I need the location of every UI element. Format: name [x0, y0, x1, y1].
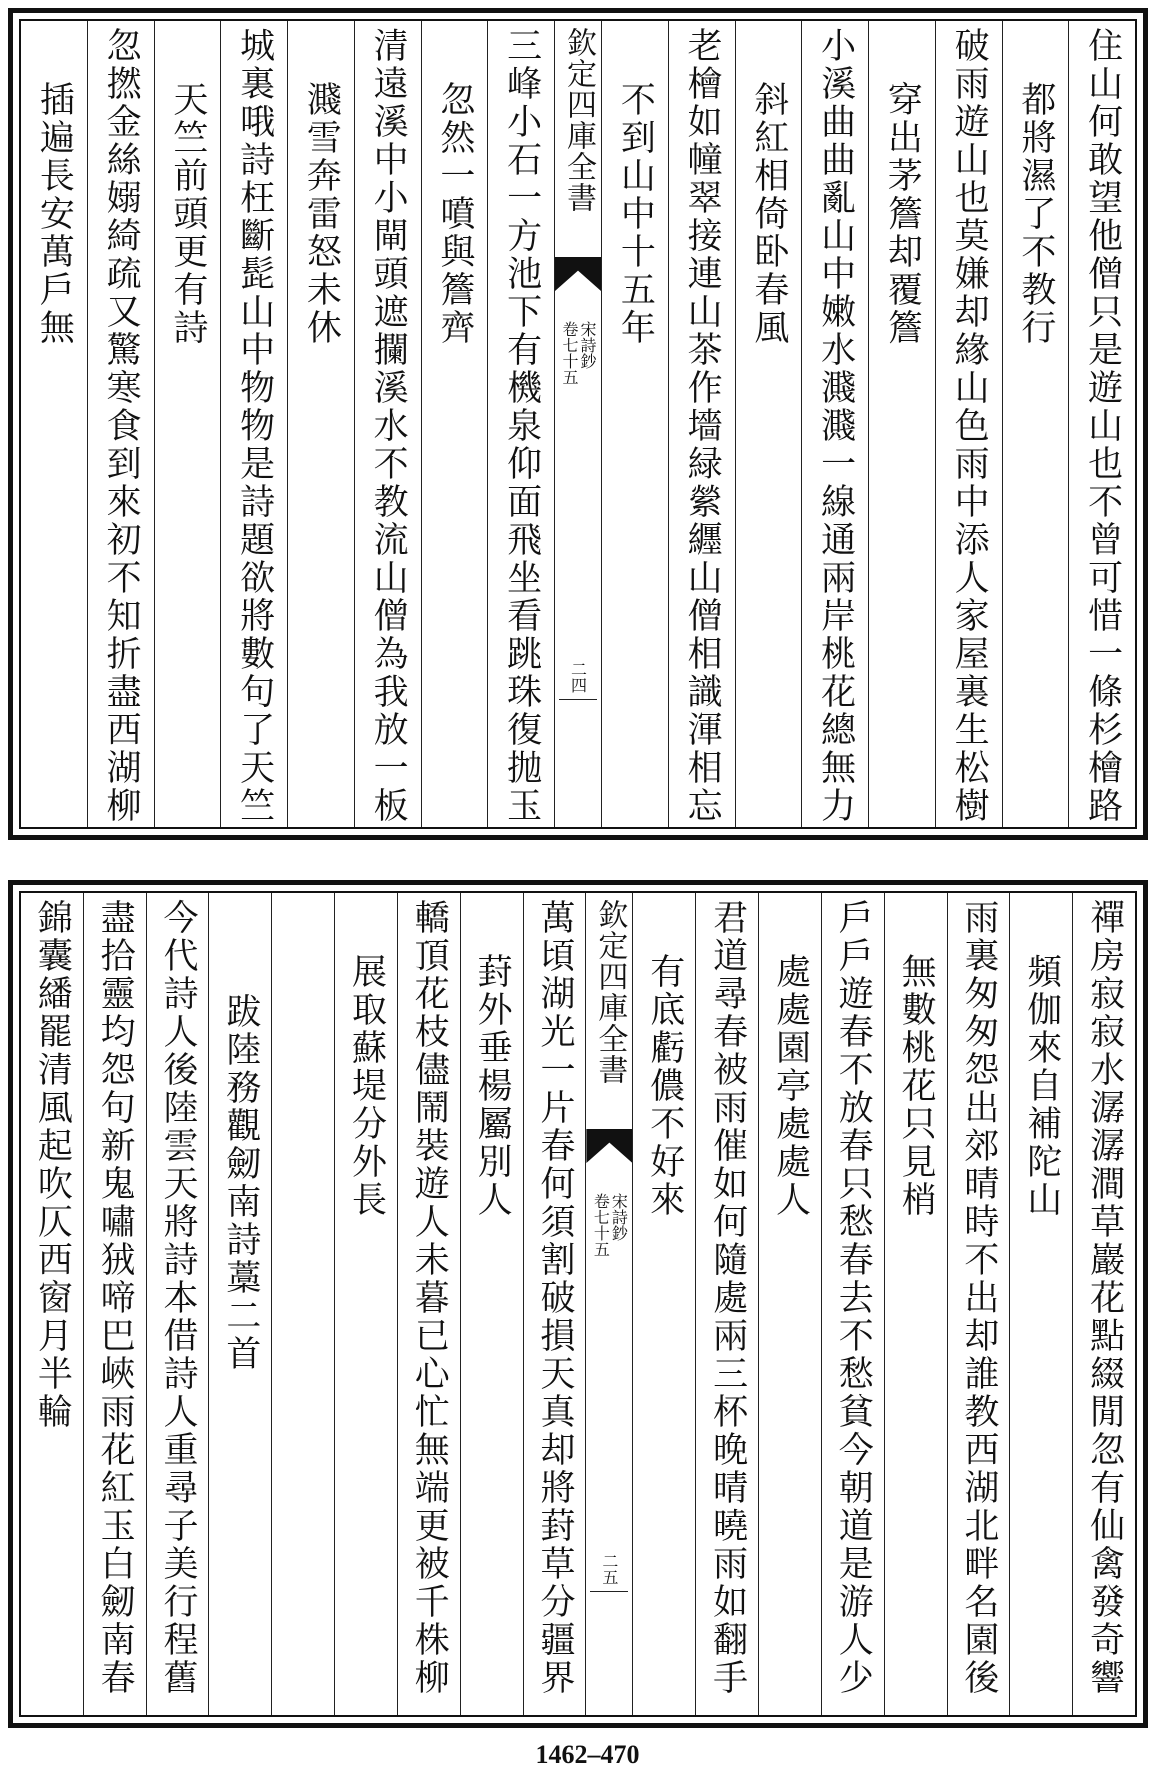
column-text: 斜紅相倚卧春風 — [748, 81, 789, 347]
text-column — [154, 21, 221, 827]
text-column — [21, 21, 87, 827]
text-column — [354, 21, 421, 827]
column-text: 展取蘇堤分外長 — [346, 953, 387, 1219]
text-column — [487, 21, 554, 827]
text-column — [21, 893, 83, 1715]
text-column — [334, 893, 397, 1715]
column-text: 穿出茅簷却覆簷 — [882, 81, 923, 347]
column-text: 插遍長安萬戶無 — [34, 81, 75, 347]
text-column — [935, 21, 1002, 827]
column-text: 頻伽來自補陀山 — [1021, 953, 1062, 1219]
text-column — [421, 21, 488, 827]
text-column — [947, 893, 1010, 1715]
text-column — [601, 21, 668, 827]
text-column — [758, 893, 821, 1715]
center-fold — [554, 21, 601, 827]
center-volume: 卷七十五 — [591, 1193, 611, 1257]
column-text: 盡拾靈均怨句新鬼嘯狨啼巴峽雨花紅玉白劒南春 — [95, 899, 136, 1697]
center-fold — [585, 893, 632, 1715]
text-column — [668, 21, 735, 827]
bottom-page-frame — [19, 891, 1137, 1717]
center-book-title: 宋詩鈔 — [578, 321, 597, 369]
center-page-number: 二四 — [559, 661, 597, 700]
column-text: 葑外垂楊屬別人 — [472, 953, 513, 1219]
center-page-number: 二五 — [590, 1553, 628, 1592]
column-text: 有底虧儂不好來 — [644, 953, 685, 1219]
column-text: 忽然一噴與簷齊 — [434, 81, 475, 347]
text-column — [735, 21, 802, 827]
column-text: 錦囊繙罷清風起吹仄西窗月半輪 — [32, 899, 73, 1431]
text-column — [1009, 893, 1072, 1715]
column-text: 不到山中十五年 — [615, 81, 656, 347]
text-column — [287, 21, 354, 827]
center-subtitle — [555, 321, 601, 385]
column-text: 老檜如幢翠接連山茶作墻緑縈纒山僧相識渾相忘 — [682, 27, 723, 825]
text-column — [1068, 21, 1135, 827]
center-volume: 卷七十五 — [560, 321, 579, 385]
column-text: 戶戶遊春不放春只愁春去不愁貧今朝道是游人少 — [833, 899, 874, 1697]
top-page — [8, 8, 1148, 840]
fishtail-mark — [586, 1129, 632, 1163]
center-title: 欽定四庫全書 — [592, 899, 628, 1085]
text-column — [146, 893, 209, 1715]
fishtail-mark — [555, 257, 601, 291]
text-column — [1072, 893, 1135, 1715]
column-text: 小溪曲曲亂山中嫩水濺濺一線通兩岸桃花總無力 — [815, 27, 856, 825]
text-column — [632, 893, 695, 1715]
column-text: 無數桃花只見梢 — [896, 953, 937, 1219]
column-text: 清遠溪中小閘頭遮攔溪水不教流山僧為我放一板 — [368, 27, 409, 825]
text-column — [83, 893, 146, 1715]
text-column — [801, 21, 868, 827]
column-text: 轎頂花枝儘鬧裝遊人未暮已心忙無端更被千株柳 — [409, 899, 450, 1697]
bottom-page-columns — [21, 893, 1135, 1715]
column-text: 城裏哦詩枉斷髭山中物物是詩題欲將數句了天竺 — [234, 27, 275, 825]
center-title: 欽定四庫全書 — [561, 27, 596, 213]
column-text: 忽撚金絲嫋綺疏又驚寒食到來初不知折盡西湖柳 — [101, 27, 142, 825]
column-text: 三峰小石一方池下有機泉仰面飛坐看跳珠復抛玉 — [501, 27, 542, 825]
center-book-title: 宋詩鈔 — [609, 1193, 629, 1241]
text-column — [271, 893, 334, 1715]
poem-title: 跋陸務觀劒南詩藁二首 — [220, 993, 261, 1373]
center-subtitle — [586, 1193, 632, 1257]
text-column — [523, 893, 586, 1715]
text-column — [220, 21, 287, 827]
text-column — [695, 893, 758, 1715]
text-column — [397, 893, 460, 1715]
bottom-page — [8, 880, 1148, 1728]
text-column — [460, 893, 523, 1715]
column-text: 天竺前頭更有詩 — [167, 81, 208, 347]
text-column — [884, 893, 947, 1715]
column-text: 今代詩人後陸雲天將詩本借詩人重尋子美行程舊 — [157, 899, 198, 1697]
text-column — [868, 21, 935, 827]
column-text: 都將濕了不教行 — [1015, 81, 1056, 347]
column-text: 雨裏匆匆怨出郊晴時不出却誰教西湖北畔名園後 — [958, 899, 999, 1697]
column-text: 禪房寂寂水潺潺澗草巖花點綴閒忽有仙禽發奇響 — [1084, 899, 1125, 1697]
page-number: 1462–470 — [535, 1740, 640, 1769]
column-text: 萬頃湖光一片春何須割破損天真却將葑草分疆界 — [534, 899, 575, 1697]
text-column — [87, 21, 154, 827]
top-page-columns — [21, 21, 1135, 827]
text-column — [208, 893, 271, 1715]
column-text: 濺雪奔雷怒未休 — [301, 81, 342, 347]
column-text: 處處園亭處處人 — [770, 953, 811, 1219]
text-column — [1002, 21, 1069, 827]
column-text: 君道尋春被雨催如何隨處兩三杯晚晴曉雨如翻手 — [707, 899, 748, 1697]
column-text: 住山何敢望他僧只是遊山也不曾可惜一條杉檜路 — [1082, 27, 1123, 825]
column-text: 破雨遊山也莫嫌却緣山色雨中添人家屋裏生松樹 — [949, 27, 990, 825]
text-column — [821, 893, 884, 1715]
top-page-frame — [19, 19, 1137, 829]
